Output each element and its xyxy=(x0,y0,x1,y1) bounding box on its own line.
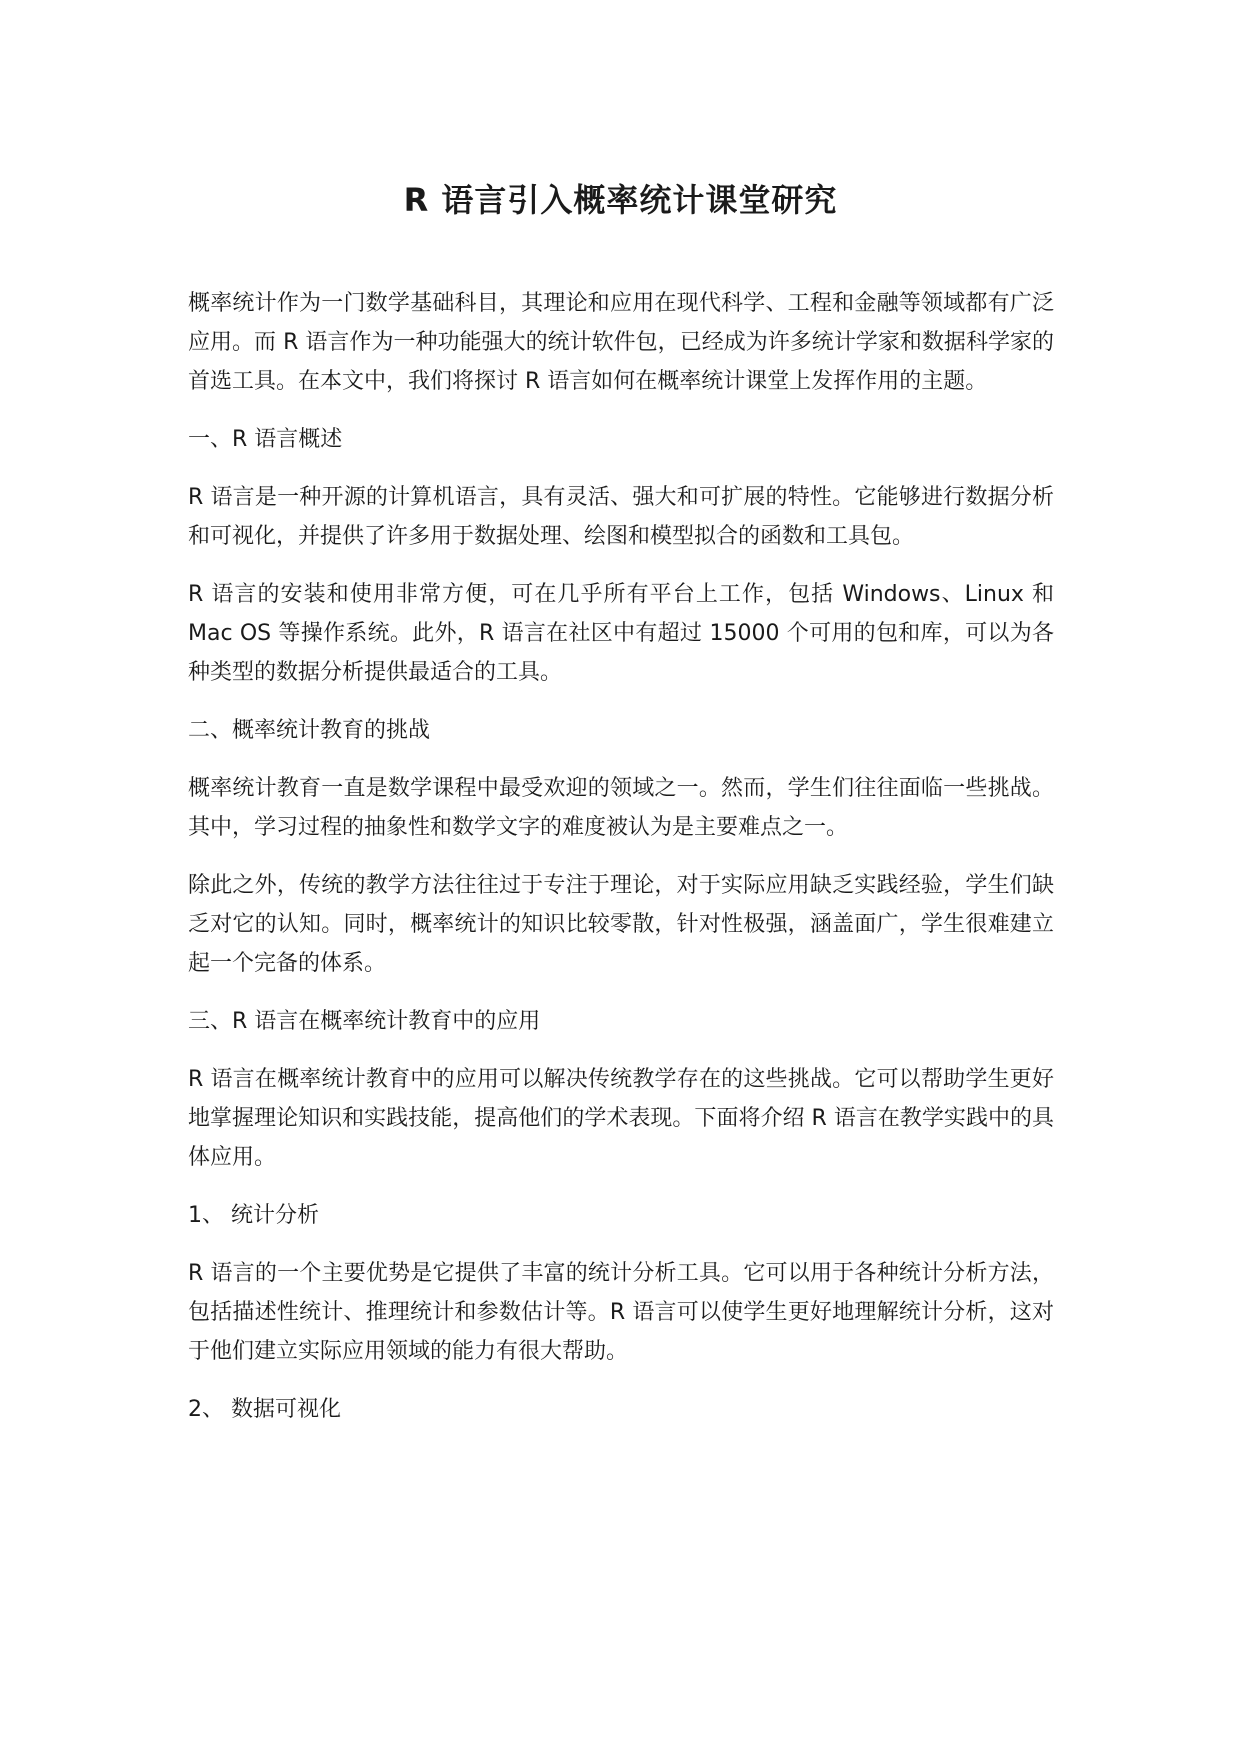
document-body xyxy=(188,284,1054,1448)
subsection-heading-2: 2、 数据可视化 xyxy=(188,1397,341,1422)
section-1-paragraph-2: R 语言的安装和使用非常方便，可在几乎所有平台上工作，包括 Windows、Linux 和 Mac OS 等操作系统。此外，R 语言在社区中有超过 15000 个可用的包和库，可以为各种类型的数据分析提供最适合的工具。 xyxy=(188,582,1054,685)
section-3-paragraph-1: R 语言在概率统计教育中的应用可以解决传统教学存在的这些挑战。它可以帮助学生更好地掌握理论知识和实践技能，提高他们的学术表现。下面将介绍 R 语言在教学实践中的具体应用。 xyxy=(188,1067,1054,1170)
subsection-heading-1: 1、 统计分析 xyxy=(188,1203,319,1228)
document-title: R 语言引入概率统计课堂研究 xyxy=(403,181,838,219)
section-heading-3: 三、R 语言在概率统计教育中的应用 xyxy=(188,1009,541,1034)
section-heading-1: 一、R 语言概述 xyxy=(188,427,343,452)
section-2-paragraph-2: 除此之外，传统的教学方法往往过于专注于理论，对于实际应用缺乏实践经验，学生们缺乏对它的认知。同时，概率统计的知识比较零散，针对性极强，涵盖面广，学生很难建立起一个完备的体系。 xyxy=(188,873,1054,976)
section-2-paragraph-1: 概率统计教育一直是数学课程中最受欢迎的领域之一。然而，学生们往往面临一些挑战。其中，学习过程的抽象性和数学文字的难度被认为是主要难点之一。 xyxy=(188,776,1054,840)
intro-paragraph: 概率统计作为一门数学基础科目，其理论和应用在现代科学、工程和金融等领域都有广泛应用。而 R 语言作为一种功能强大的统计软件包，已经成为许多统计学家和数据科学家的首选工具。在本文中，我们将探讨 R 语言如何在概率统计课堂上发挥作用的主题。 xyxy=(188,291,1054,394)
subsection-1-paragraph: R 语言的一个主要优势是它提供了丰富的统计分析工具。它可以用于各种统计分析方法，包括描述性统计、推理统计和参数估计等。R 语言可以使学生更好地理解统计分析，这对于他们建立实际应用领域的能力有很大帮助。 xyxy=(188,1261,1054,1364)
section-1-paragraph-1: R 语言是一种开源的计算机语言，具有灵活、强大和可扩展的特性。它能够进行数据分析和可视化，并提供了许多用于数据处理、绘图和模型拟合的函数和工具包。 xyxy=(188,485,1054,549)
section-heading-2: 二、概率统计教育的挑战 xyxy=(188,718,431,743)
